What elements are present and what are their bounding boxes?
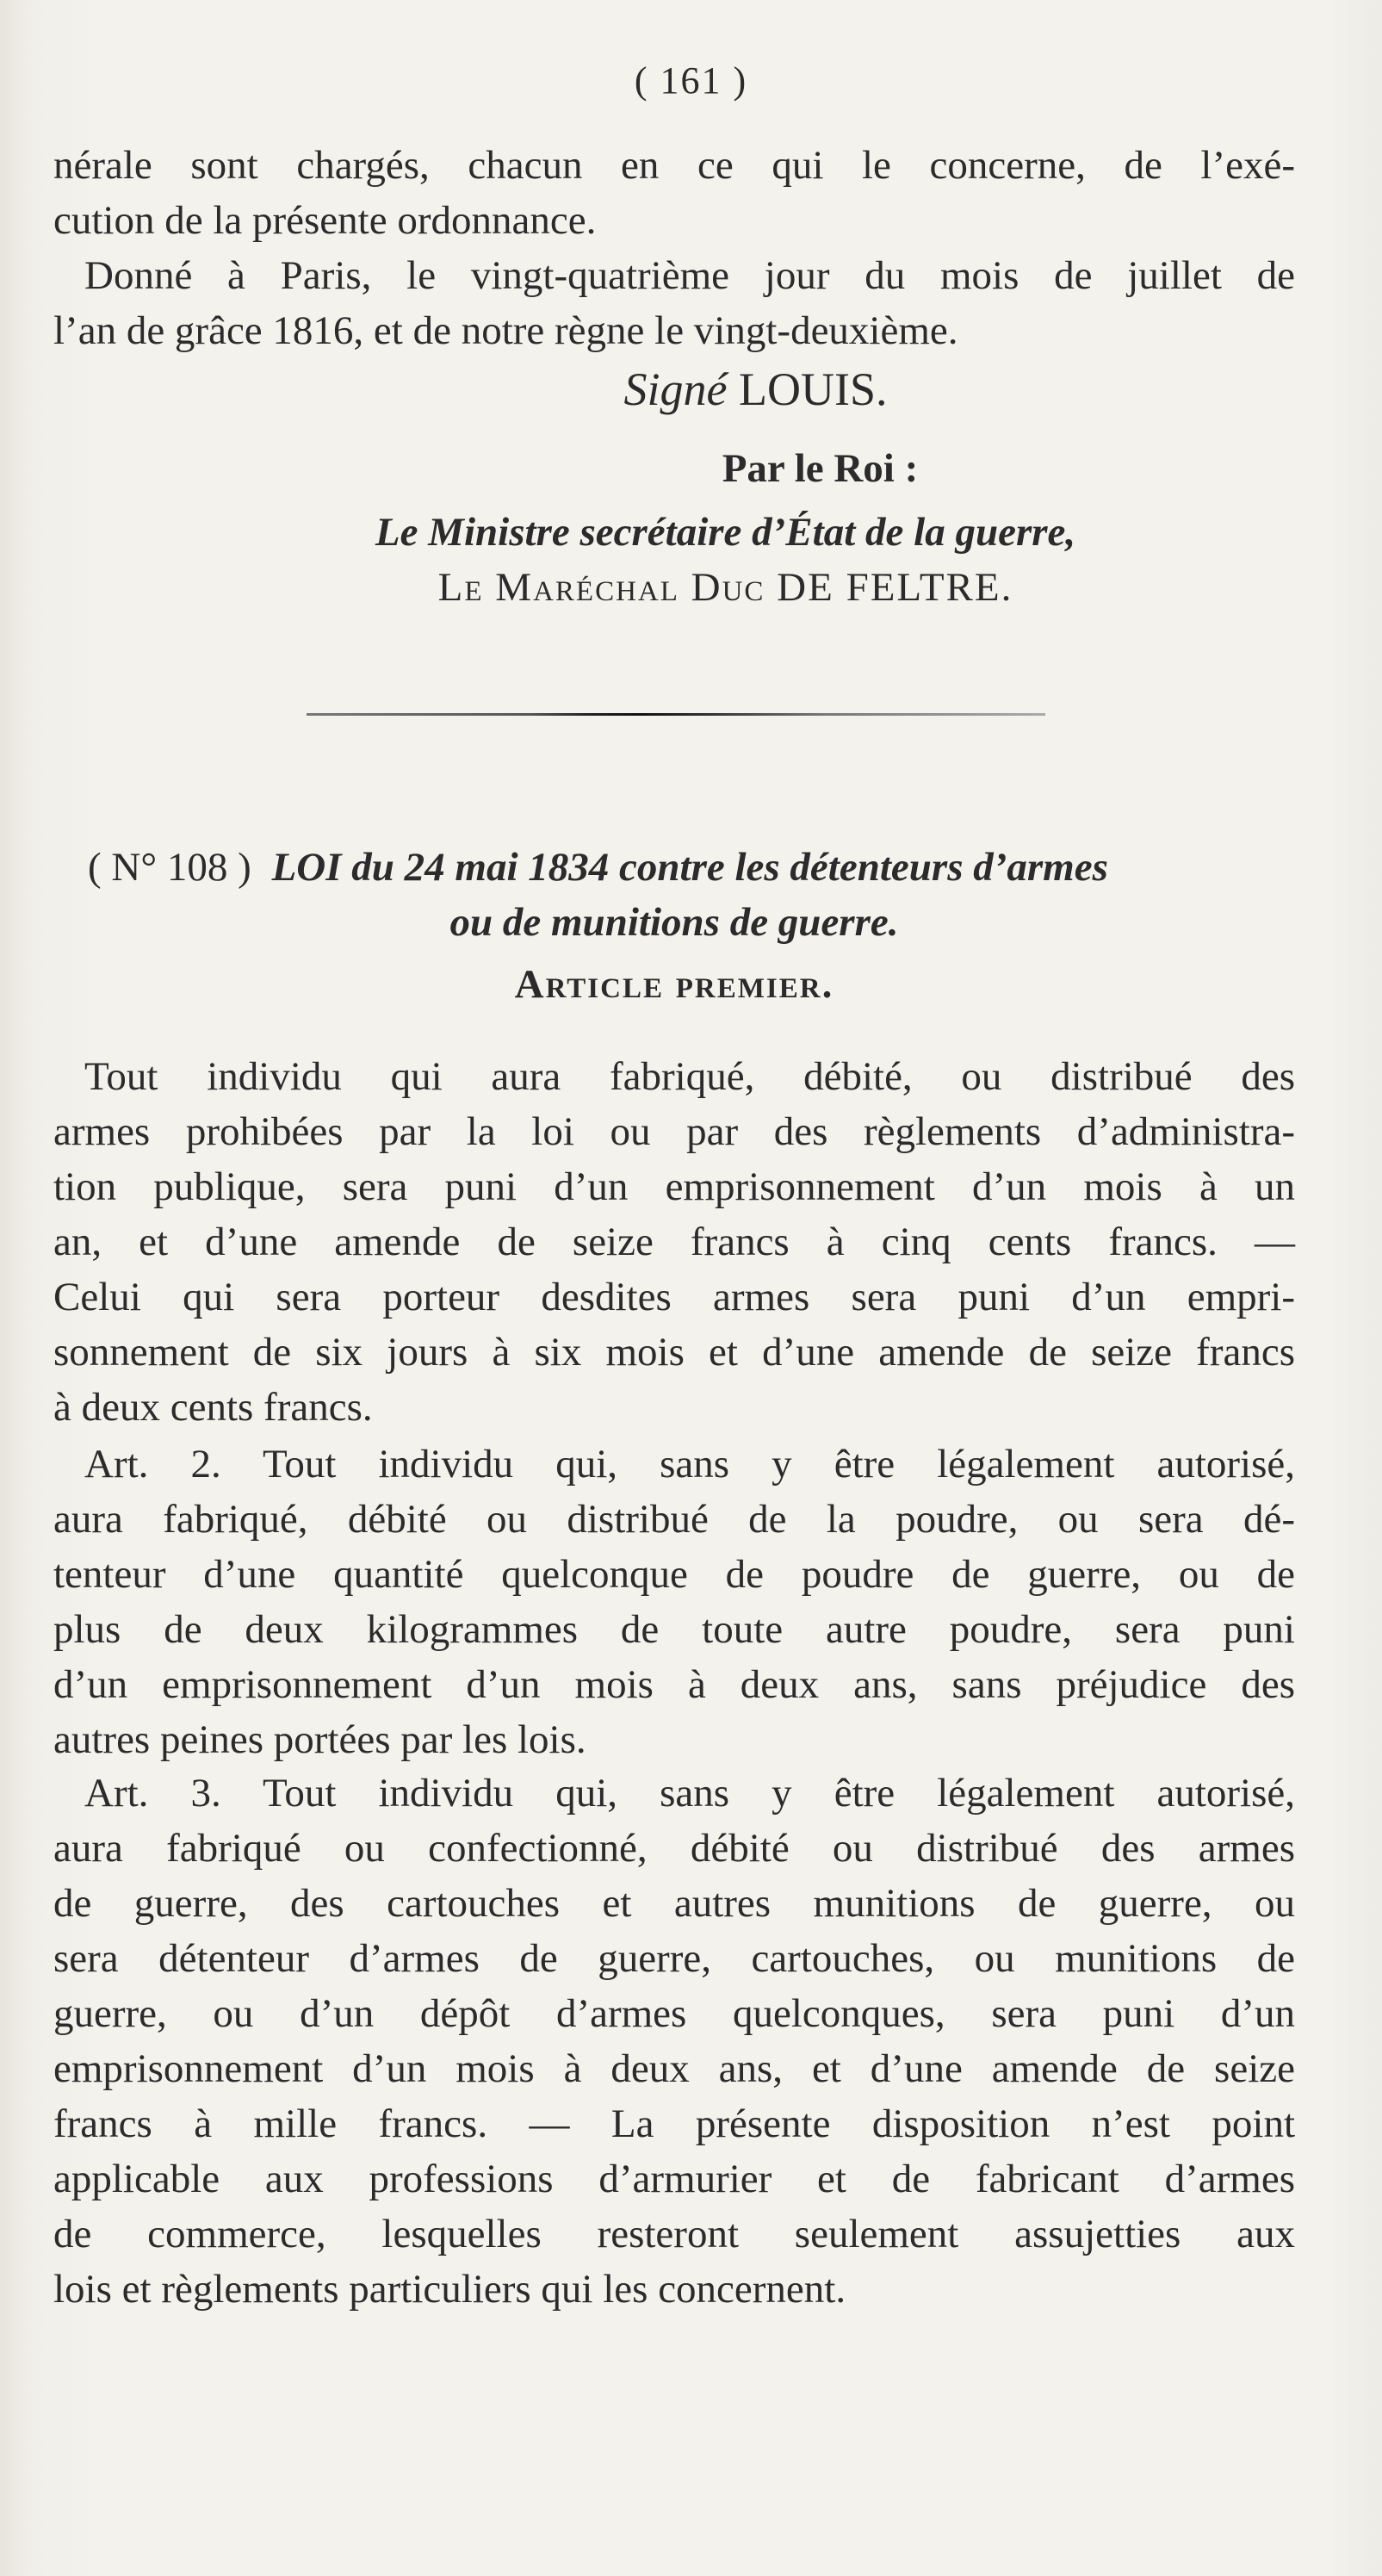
text-line: cution de la présente ordonnance.: [53, 198, 597, 243]
text-line: nérale sont chargés, chacun en ce qui le concerne, de l’exé-: [53, 143, 1295, 188]
article-2: [53, 1437, 1295, 1767]
text-line: sonnement de six jours à six mois et d’une amende de seize francs: [53, 1330, 1295, 1375]
article-1: [53, 1049, 1295, 1435]
loi-number-title: [53, 840, 1295, 895]
text-line: emprisonnement d’un mois à deux ans, et d’une amende de seize: [53, 2046, 1295, 2091]
text-line: autres peines portées par les lois.: [53, 1717, 586, 1762]
text-line: à deux cents francs.: [53, 1385, 373, 1430]
article-3: [53, 1766, 1295, 2317]
ministre-title: Le Ministre secrétaire d’État de la guerre,: [375, 510, 1076, 555]
loi-title-line2: ou de munitions de guerre.: [449, 900, 899, 945]
text-line: Celui qui sera porteur desdites armes sera puni d’un empri-: [53, 1275, 1295, 1319]
text-line: d’un emprisonnement d’un mois à deux ans, sans préjudice des: [53, 1662, 1295, 1707]
text-line: Art. 3. Tout individu qui, sans y être légalement autorisé,: [84, 1771, 1295, 1816]
text-line: Donné à Paris, le vingt-quatrième jour du mois de juillet de: [84, 253, 1295, 298]
signe-prefix: Signé: [623, 363, 728, 415]
text-line: guerre, ou d’un dépôt d’armes quelconques, sera puni d’un: [53, 1991, 1295, 2036]
signature: [0, 362, 1382, 417]
text-line: de commerce, lesquelles resteront seulement assujetties aux: [53, 2212, 1295, 2256]
signe-name: LOUIS.: [738, 363, 888, 415]
text-line: aura fabriqué, débité ou distribué de la poudre, ou sera dé-: [53, 1497, 1295, 1542]
ordonnance-closing: [53, 138, 1295, 358]
text-line: sera détenteur d’armes de guerre, cartouches, ou munitions de: [53, 1936, 1295, 1981]
text-line: de guerre, des cartouches et autres munitions de guerre, ou: [53, 1881, 1295, 1926]
loi-title: [53, 840, 1295, 1012]
text-line: Art. 2. Tout individu qui, sans y être légalement autorisé,: [84, 1442, 1295, 1487]
page-number: ( 161 ): [634, 59, 748, 102]
loi-number: ( N° 108 ): [88, 845, 251, 890]
text-line: Tout individu qui aura fabriqué, débité, ou distribué des: [84, 1054, 1295, 1099]
text-line: aura fabriqué ou confectionné, débité ou distribué des armes: [53, 1826, 1295, 1871]
marechal-name: Le Maréchal Duc DE FELTRE.: [437, 565, 1013, 610]
text-line: tenteur d’une quantité quelconque de poudre de guerre, ou de: [53, 1552, 1295, 1597]
text-line: tion publique, sera puni d’un emprisonnement d’un mois à un: [53, 1164, 1295, 1209]
article-premier-heading: Article premier.: [514, 962, 834, 1007]
par-le-roi: Par le Roi :: [722, 446, 919, 491]
text-line: lois et règlements particuliers qui les concernent.: [53, 2267, 846, 2312]
text-line: armes prohibées par la loi ou par des règlements d’administra-: [53, 1109, 1295, 1154]
loi-title-line1: LOI du 24 mai 1834 contre les détenteurs d’armes: [271, 845, 1108, 890]
text-line: francs à mille francs. — La présente disposition n’est point: [53, 2101, 1295, 2146]
section-divider: [307, 713, 1045, 716]
text-line: l’an de grâce 1816, et de notre règne le vingt-deuxième.: [53, 308, 958, 353]
text-line: applicable aux professions d’armurier et de fabricant d’armes: [53, 2157, 1295, 2201]
text-line: plus de deux kilogrammes de toute autre poudre, sera puni: [53, 1607, 1295, 1652]
signature-block: [0, 362, 1382, 615]
text-line: an, et d’une amende de seize francs à cinq cents francs. —: [53, 1220, 1295, 1264]
